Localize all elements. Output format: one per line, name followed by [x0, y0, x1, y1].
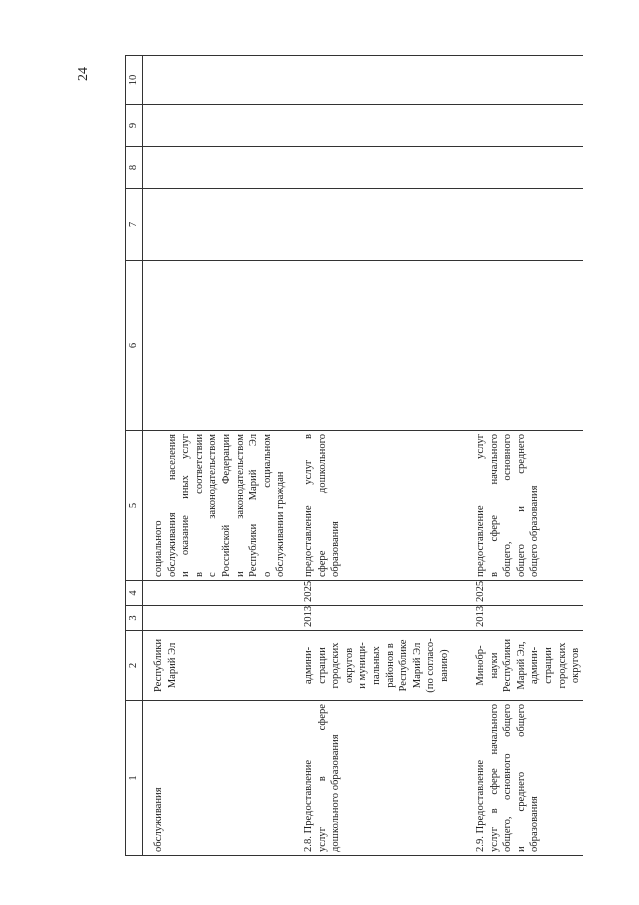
column-header-9: 9 — [126, 105, 143, 147]
cell-line: Минобр- — [474, 645, 486, 686]
row-cell-8 — [288, 147, 460, 189]
cell-line: и законодательством — [234, 434, 246, 577]
row-start-year-cell: 2013 — [460, 606, 583, 631]
cell-line: общего и среднего — [515, 434, 527, 577]
cell-line: городских — [330, 642, 342, 689]
row-result-cell — [143, 431, 288, 581]
cell-line: науки — [488, 652, 500, 679]
row-end-year-cell — [143, 581, 288, 606]
cell-line: админи- — [302, 646, 314, 685]
cell-line: Марий Эл — [411, 642, 423, 689]
cell-line: обслуживании граждан — [275, 471, 287, 577]
row-cell-9 — [143, 105, 288, 147]
cell-line: округов — [343, 647, 355, 684]
cell-line: 2.9. Предоставление — [474, 759, 486, 852]
column-header-8: 8 — [126, 147, 143, 189]
row-start-year-cell: 2013 — [288, 606, 460, 631]
row-cell-9 — [460, 105, 583, 147]
measures-table — [125, 55, 583, 856]
row-cell-8 — [143, 147, 288, 189]
cell-line: сфере дошкольного — [316, 434, 328, 577]
row-executor-cell — [143, 631, 288, 701]
cell-line: образования — [330, 521, 342, 577]
cell-line: и муници- — [357, 642, 369, 689]
row-cell-8 — [460, 147, 583, 189]
row-cell-10 — [460, 56, 583, 105]
table-row — [460, 56, 583, 856]
cell-line: и оказание иных услуг — [180, 434, 192, 577]
row-cell-10 — [288, 56, 460, 105]
cell-line: общего, основного — [502, 434, 514, 577]
column-header-6: 6 — [126, 261, 143, 431]
column-header-1: 1 — [126, 701, 143, 856]
cell-line: страции — [542, 647, 554, 684]
row-result-cell — [460, 431, 583, 581]
cell-line: обслуживания населения — [166, 434, 178, 577]
row-cell-6 — [460, 261, 583, 431]
row-executor-cell — [288, 631, 460, 701]
row-end-year-cell: 2025 — [460, 581, 583, 606]
row-measure-cell — [288, 701, 460, 856]
column-header-4: 4 — [126, 581, 143, 606]
cell-line: районов в — [384, 643, 396, 688]
cell-line: Марий Эл — [166, 642, 178, 689]
cell-line: о социальном — [261, 434, 273, 577]
cell-line: образования — [529, 796, 541, 852]
column-header-2: 2 — [126, 631, 143, 701]
cell-line: Республики Марий Эл — [248, 434, 260, 577]
cell-line: обслуживания — [153, 787, 164, 852]
row-measure-cell — [460, 701, 583, 856]
row-result-cell — [288, 431, 460, 581]
column-header-5: 5 — [126, 431, 143, 581]
cell-line: ванию) — [438, 649, 450, 682]
row-measure-cell — [143, 701, 288, 856]
header-row — [126, 56, 143, 856]
cell-line: предоставление услуг — [474, 434, 486, 577]
row-start-year-cell — [143, 606, 288, 631]
row-cell-7 — [460, 189, 583, 261]
cell-line: услуг в сфере — [316, 704, 328, 852]
column-header-7: 7 — [126, 189, 143, 261]
cell-line: городских — [556, 642, 568, 689]
row-cell-10 — [143, 56, 288, 105]
cell-line: пальных — [370, 646, 382, 685]
cell-line: Республики — [153, 638, 164, 693]
cell-line: и среднего общего — [515, 704, 527, 852]
cell-line: Марий Эл, — [515, 641, 527, 690]
cell-line: в сфере начального — [488, 434, 500, 577]
row-cell-7 — [288, 189, 460, 261]
row-cell-9 — [288, 105, 460, 147]
cell-line: предоставление услуг в — [302, 434, 314, 577]
row-cell-7 — [143, 189, 288, 261]
cell-line: округов — [570, 647, 582, 684]
row-executor-cell — [460, 631, 583, 701]
cell-line: страции — [316, 647, 328, 684]
cell-line: дошкольного образования — [330, 734, 342, 852]
page-number: 24 — [76, 67, 91, 81]
cell-line: в соответствии — [193, 434, 205, 577]
cell-line: админи- — [529, 646, 541, 685]
cell-line: общего, основного общего — [502, 704, 514, 852]
cell-line: общего образования — [529, 485, 541, 577]
table-row — [143, 56, 288, 856]
row-end-year-cell: 2025 — [288, 581, 460, 606]
cell-line: услуг в сфере начального — [488, 704, 500, 852]
column-header-3: 3 — [126, 606, 143, 631]
cell-line: Республики — [502, 638, 514, 693]
column-header-10: 10 — [126, 56, 143, 105]
cell-line: Российской Федерации — [220, 434, 232, 577]
cell-line: 2.8. Предоставление — [302, 759, 314, 852]
cell-line: Республике — [398, 639, 410, 692]
cell-line: (по согласо- — [425, 638, 437, 693]
rotated-table-container — [125, 56, 582, 856]
row-cell-6 — [288, 261, 460, 431]
cell-line: с законодательством — [207, 434, 219, 577]
row-cell-6 — [143, 261, 288, 431]
cell-line: социального — [153, 520, 164, 577]
table-row — [288, 56, 460, 856]
